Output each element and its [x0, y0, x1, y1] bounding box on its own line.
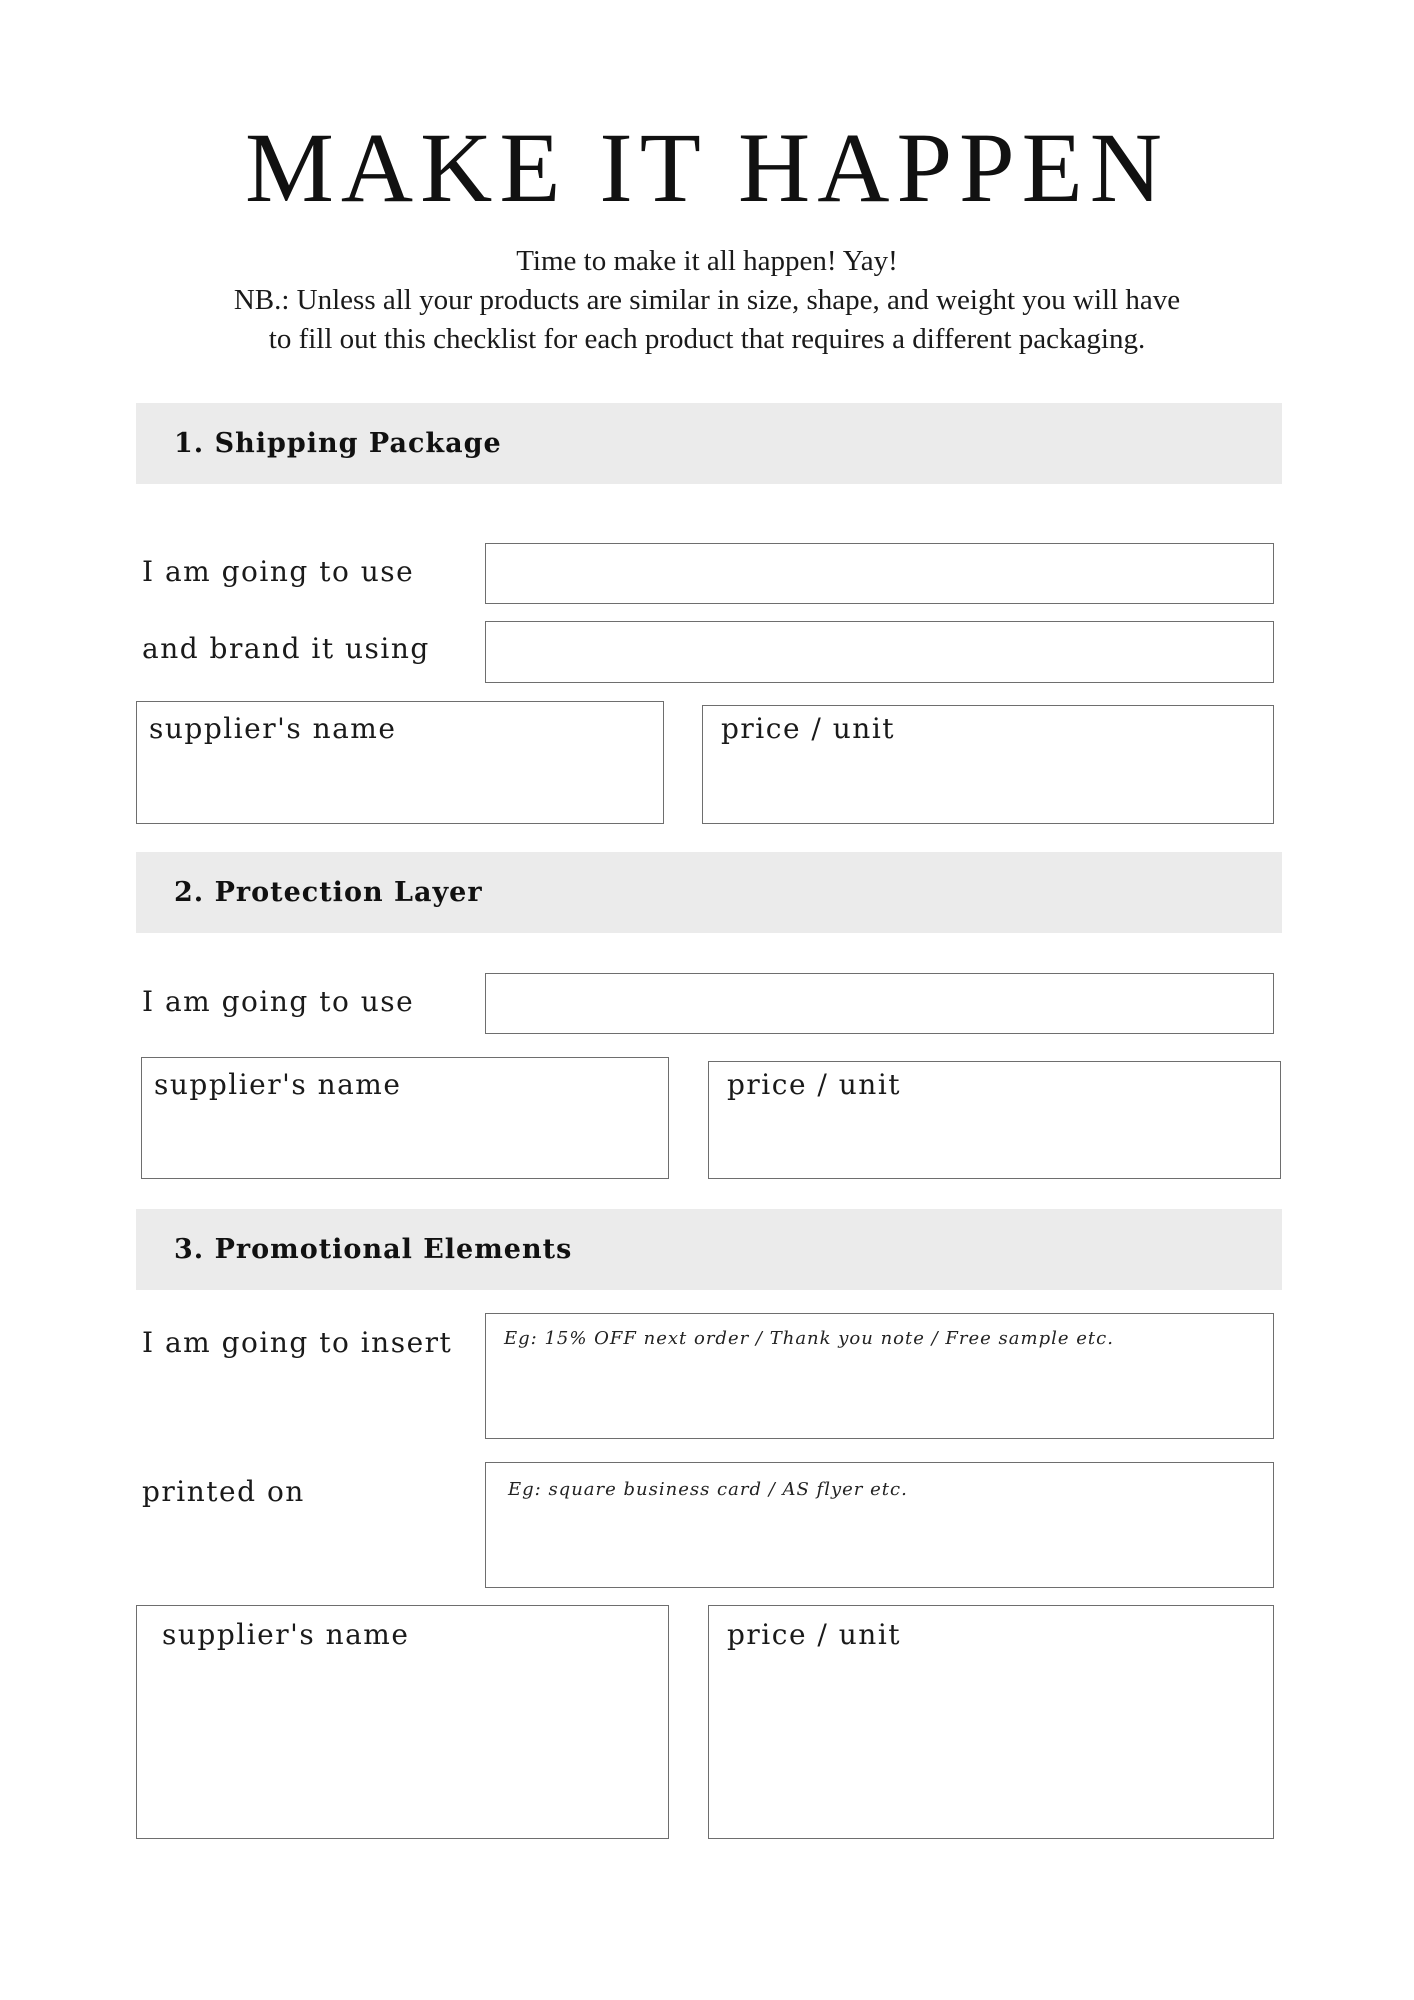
insert-placeholder: Eg: 15% OFF next order / Thank you note / Free sample etc. [504, 1328, 1114, 1349]
field-label-brand: and brand it using [142, 632, 430, 665]
section-header-protection-layer [136, 852, 1282, 933]
shipping-use-field[interactable] [485, 543, 1274, 604]
promo-price-field[interactable] [708, 1605, 1274, 1839]
promo-insert-field[interactable] [485, 1313, 1274, 1439]
shipping-price-field[interactable] [702, 705, 1274, 824]
price-label: price / unit [727, 1618, 902, 1651]
shipping-supplier-field[interactable] [136, 701, 664, 824]
supplier-label: supplier's name [154, 1068, 402, 1101]
intro-line: Time to make it all happen! Yay! [516, 245, 898, 277]
intro-text [0, 242, 1414, 359]
section-header-promotional-elements [136, 1209, 1282, 1290]
protection-price-field[interactable] [708, 1061, 1281, 1179]
page-title: MAKE IT HAPPEN [245, 112, 1169, 223]
promo-printed-on-field[interactable] [485, 1462, 1274, 1588]
section-heading: 3. Promotional Elements [174, 1234, 573, 1265]
supplier-label: supplier's name [162, 1618, 410, 1651]
supplier-label: supplier's name [149, 712, 397, 745]
section-heading: 1. Shipping Package [174, 428, 502, 459]
field-label-use: I am going to use [142, 985, 415, 1018]
protection-supplier-field[interactable] [141, 1057, 669, 1179]
printed-on-placeholder: Eg: square business card / AS flyer etc. [508, 1479, 908, 1500]
price-label: price / unit [727, 1068, 902, 1101]
intro-line: NB.: Unless all your products are similar in size, shape, and weight you will have [233, 284, 1181, 316]
section-heading: 2. Protection Layer [174, 877, 483, 908]
field-label-use: I am going to use [142, 555, 415, 588]
section-header-shipping-package [136, 403, 1282, 484]
field-label-insert: I am going to insert [142, 1326, 453, 1359]
promo-supplier-field[interactable] [136, 1605, 669, 1839]
protection-use-field[interactable] [485, 973, 1274, 1034]
field-label-printed-on: printed on [142, 1475, 305, 1508]
shipping-brand-field[interactable] [485, 621, 1274, 683]
price-label: price / unit [721, 712, 896, 745]
intro-line: to fill out this checklist for each product that requires a different packaging. [268, 323, 1146, 355]
